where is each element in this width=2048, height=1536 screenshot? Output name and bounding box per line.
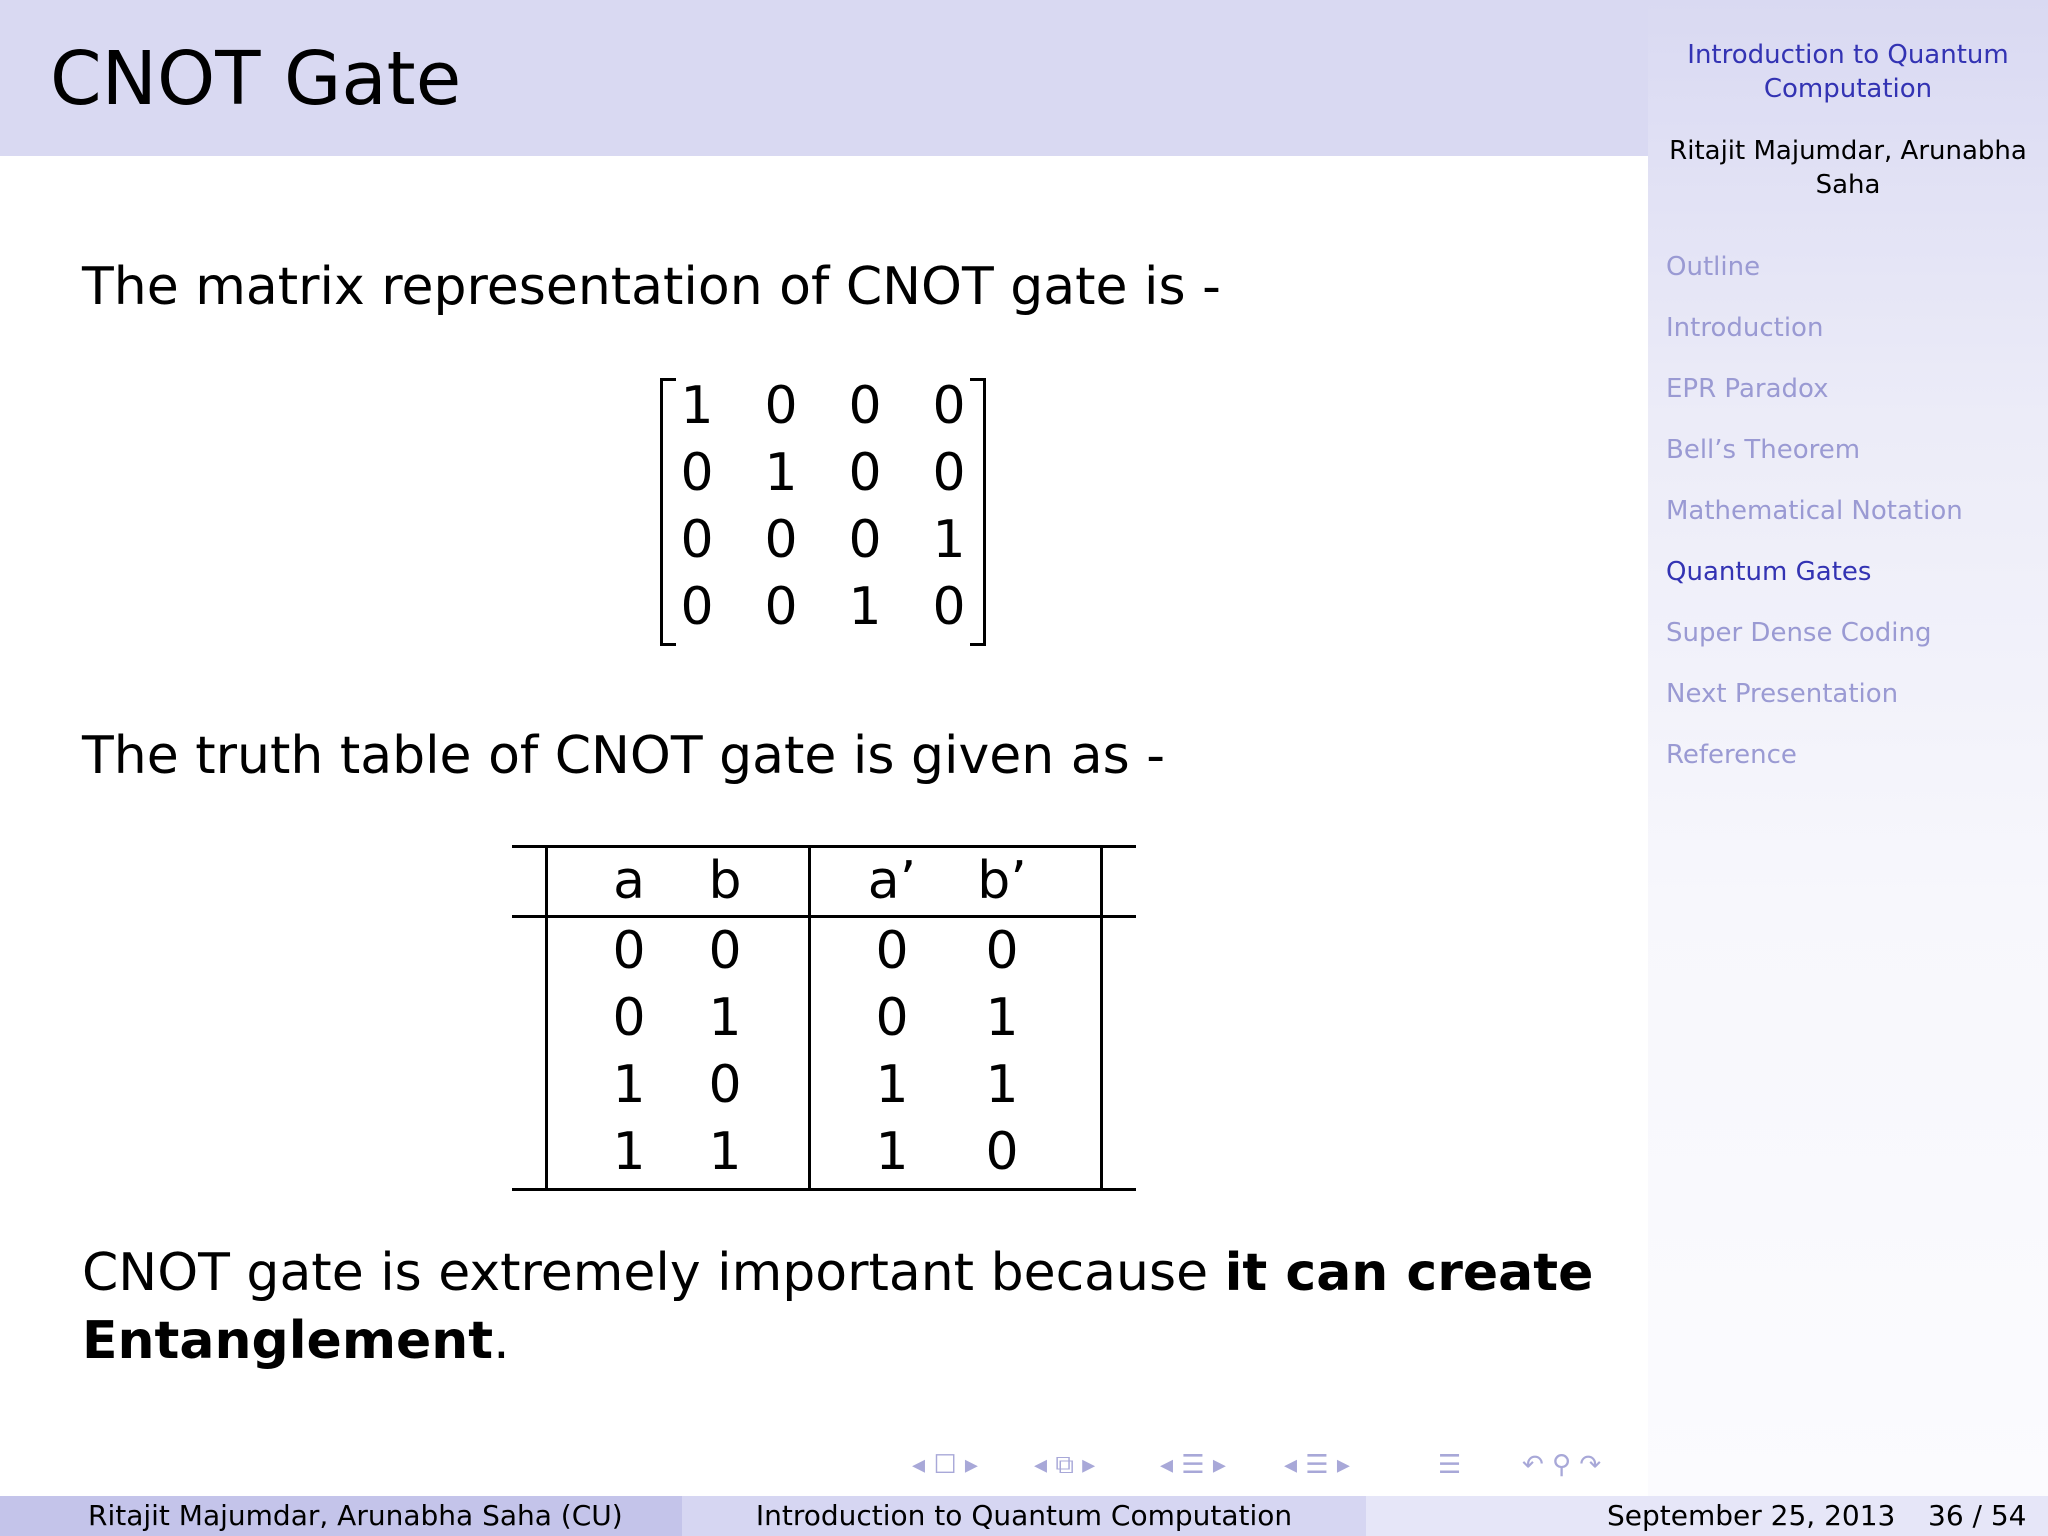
nav-frame-icon[interactable]: ◂ ☐ ▸: [912, 1450, 978, 1480]
footer-page-number: 36 / 54: [1928, 1499, 2027, 1532]
nav-section-icon[interactable]: ◂ ☰ ▸: [1160, 1450, 1226, 1480]
sidebar: [1648, 0, 2048, 1496]
table-cell: 0: [985, 1122, 1019, 1182]
closing-line-1: [82, 1240, 1593, 1306]
closing-period: .: [493, 1311, 510, 1371]
table-bottom-rule: [512, 1188, 1136, 1191]
sidebar-title-line-1[interactable]: Introduction to Quantum: [1687, 40, 2009, 70]
sidebar-item-super-dense-coding[interactable]: Super Dense Coding: [1666, 618, 1932, 648]
table-cell: 0: [875, 988, 909, 1048]
table-cell: 0: [708, 921, 742, 981]
table-middle-rule: [808, 845, 811, 1191]
table-cell: 1: [612, 1122, 646, 1182]
nav-document-icon[interactable]: ◂ ☰ ▸: [1284, 1450, 1350, 1480]
footer-date: September 25, 2013: [1607, 1499, 1896, 1532]
table-cell: 1: [708, 988, 742, 1048]
matrix-cell: 0: [848, 443, 882, 503]
footer-authors: Ritajit Majumdar, Arunabha Saha (CU): [88, 1499, 623, 1532]
table-header-cell: b: [708, 851, 742, 911]
sidebar-item-bells-theorem[interactable]: Bell’s Theorem: [1666, 435, 1861, 465]
closing-bold-entanglement: Entanglement: [82, 1311, 494, 1371]
sidebar-item-reference[interactable]: Reference: [1666, 740, 1797, 770]
matrix-intro-text: The matrix representation of CNOT gate is -: [82, 257, 1221, 317]
matrix-cell: 0: [932, 376, 966, 436]
matrix-cell: 0: [680, 577, 714, 637]
table-intro-text: The truth table of CNOT gate is given as -: [82, 726, 1165, 786]
table-header-cell: b’: [977, 851, 1027, 911]
sidebar-author-line-1: Ritajit Majumdar, Arunabha: [1669, 136, 2027, 166]
sidebar-item-quantum-gates[interactable]: Quantum Gates: [1666, 557, 1872, 587]
table-cell: 1: [985, 1055, 1019, 1115]
table-cell: 1: [708, 1122, 742, 1182]
table-left-rule: [545, 845, 548, 1191]
matrix-cell: 0: [680, 510, 714, 570]
matrix-cell: 1: [764, 443, 798, 503]
footer-title: Introduction to Quantum Computation: [755, 1499, 1293, 1532]
sidebar-item-next-presentation[interactable]: Next Presentation: [1666, 679, 1899, 709]
footer-authors-segment: [0, 1496, 682, 1536]
sidebar-author-line-2: Saha: [1815, 170, 1881, 200]
nav-search-icon[interactable]: ↶ ⚲ ↷: [1522, 1450, 1602, 1480]
closing-plain-text: CNOT gate is extremely important because: [82, 1243, 1225, 1303]
footer-date-segment: [1366, 1496, 2048, 1536]
matrix-cell: 1: [848, 577, 882, 637]
matrix-cell: 0: [932, 577, 966, 637]
cnot-matrix: [660, 372, 986, 648]
footer-title-segment: [682, 1496, 1366, 1536]
closing-line-2: [82, 1308, 510, 1374]
matrix-cell: 0: [680, 443, 714, 503]
nav-appendix-icon[interactable]: ☰: [1438, 1450, 1462, 1480]
table-right-rule: [1100, 845, 1103, 1191]
table-cell: 0: [612, 921, 646, 981]
table-header-cell: a: [613, 851, 645, 911]
matrix-cell: 0: [848, 510, 882, 570]
sidebar-item-introduction[interactable]: Introduction: [1666, 313, 1824, 343]
sidebar-item-mathematical-notation[interactable]: Mathematical Notation: [1666, 496, 1963, 526]
matrix-cell: 0: [848, 376, 882, 436]
table-cell: 1: [985, 988, 1019, 1048]
sidebar-item-outline[interactable]: Outline: [1666, 252, 1761, 282]
table-cell: 0: [985, 921, 1019, 981]
matrix-cell: 0: [764, 577, 798, 637]
truth-table: [512, 845, 1136, 1191]
navigation-bar: [912, 1448, 1632, 1482]
table-cell: 1: [875, 1122, 909, 1182]
matrix-cell: 1: [680, 376, 714, 436]
table-cell: 0: [875, 921, 909, 981]
matrix-cell: 0: [764, 510, 798, 570]
table-cell: 0: [612, 988, 646, 1048]
sidebar-title-line-2[interactable]: Computation: [1763, 74, 1933, 104]
matrix-cell: 0: [764, 376, 798, 436]
footer: [0, 1496, 2048, 1536]
frame-title: CNOT Gate: [50, 36, 462, 122]
table-cell: 1: [612, 1055, 646, 1115]
sidebar-item-epr-paradox[interactable]: EPR Paradox: [1666, 374, 1829, 404]
table-cell: 1: [875, 1055, 909, 1115]
closing-bold-text: it can create: [1224, 1243, 1594, 1303]
table-cell: 0: [708, 1055, 742, 1115]
nav-subsection-icon[interactable]: ◂ ⧉ ▸: [1034, 1450, 1096, 1480]
matrix-cell: 1: [932, 510, 966, 570]
matrix-cell: 0: [932, 443, 966, 503]
slide-header: [0, 0, 1648, 156]
table-header-cell: a’: [867, 851, 917, 911]
